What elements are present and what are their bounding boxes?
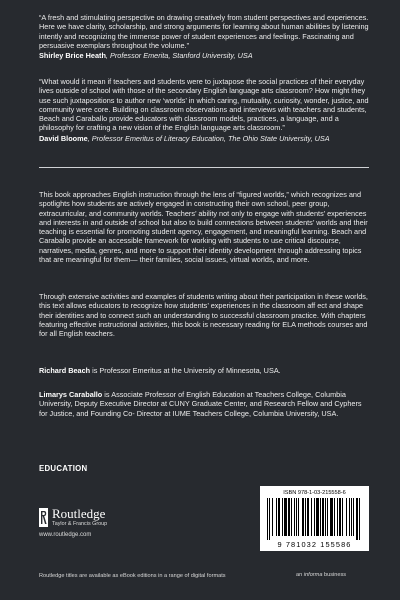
endorser-name: David Bloome: [39, 133, 88, 143]
endorser-name: Shirley Brice Heath: [39, 51, 106, 61]
category-label: EDUCATION: [39, 464, 88, 473]
endorser-title: , Professor Emeritus of Literacy Education, The Ohio State University, USA: [87, 133, 330, 143]
informa-tagline: [296, 572, 346, 578]
description: [39, 190, 369, 264]
ebook-note: Routledge titles are available as eBook editions in a range of digital formats: [39, 573, 226, 579]
barcode-bars: [266, 498, 363, 540]
author-bio: is Associate Professor of English Education at Teachers College, Columbia University, Deputy Executive Director at CUNY Graduate Center, and Research Fellow and Cyphers for Justice, and Founding Co- Director at IUME Teachers College, Columbia University, USA.: [39, 390, 362, 418]
description-2: [39, 292, 369, 338]
isbn-label: ISBN 978-1-03-215558-6: [283, 490, 346, 496]
publisher-group: Taylor & Francis Group: [52, 521, 108, 527]
endorser-title: , Professor Emerita, Stanford University, USA: [105, 51, 253, 61]
informa-prefix: an: [296, 572, 304, 578]
description-paragraph: This book approaches English instruction through the lens of “figured worlds,” which recognizes and spotlights how students are actively engaged in constructing their own school, peer group, extracurricular, and community worlds. Teachers’ ability not only to engage with students’ experiences and interests in and outside of school but also to build connections between students’ worlds and their teaching is essential for promoting student agency, engagement, and meaningful learning. Beach and Caraballo provide an accessible framework for working with students to use critical discourse, narratives, media, genres, and more to support their identity development through addressing topics that are meaningful for them— their families, social issues, virtual worlds, and more.: [39, 190, 368, 265]
author-bio-2: [39, 390, 369, 418]
description-paragraph: Through extensive activities and examples of students writing about their participation in these worlds, this text allows educators to recognize how students’ experiences in the classroom aff ect and shape their identities and to connect such an understanding to successful classroom practice. With chapters featuring effective instructional activities, this book is necessary reading for ELA methods courses and for all English teachers.: [39, 292, 368, 339]
author-name: Limarys Caraballo: [39, 390, 103, 399]
endorsement-1: [39, 13, 369, 60]
endorsement-quote: “A fresh and stimulating perspective on drawing creatively from student perspectives and experiences. Here we have clarity, scholarship, and strong arguments for learning about human abilities by listening intently and recognizing the immense power of student experiences and feelings. Fascinating and persuasive exemplars throughout the volume.”: [39, 13, 369, 50]
routledge-r-mark-icon: [39, 508, 48, 527]
endorsement-attribution: [39, 134, 369, 143]
isbn-barcode: [260, 486, 369, 551]
publisher-name: Routledge: [52, 506, 106, 521]
author-bio: is Professor Emeritus at the University of Minnesota, USA.: [90, 366, 281, 375]
endorsement-attribution: [39, 51, 369, 60]
publisher-url[interactable]: www.routledge.com: [39, 532, 92, 538]
informa-suffix: business: [322, 572, 347, 578]
publisher-logo: [39, 505, 149, 545]
informa-brand: informa: [303, 572, 323, 578]
barcode-digits: 9 781032 155586: [277, 540, 352, 549]
divider: [39, 167, 369, 168]
endorsement-2: [39, 77, 369, 143]
author-bio-1: [39, 366, 369, 375]
author-name: Richard Beach: [39, 366, 91, 375]
endorsement-quote: “What would it mean if teachers and students were to juxtapose the social practices of their everyday lives outside of school with those of the secondary English language arts classroom? How might they use such juxtapositions to author new ‘worlds’ in which caring, mutuality, curiosity, wonder, justice, and community were core. Building on classroom observations and interviews with teachers and students, Beach and Caraballo provide educators with classroom models, practices, a language, and a philosophy for crafting a new vision of the English language arts classroom.”: [39, 77, 369, 133]
